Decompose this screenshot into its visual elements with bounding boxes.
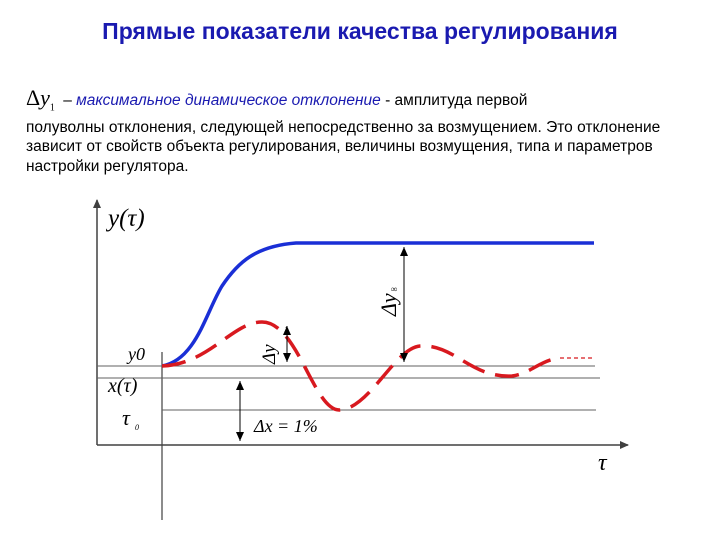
delta-y1-sub: 1 [284,325,288,334]
description-line1: - амплитуда первой [380,92,528,109]
x-axis-label: x(τ) [108,375,138,397]
time-axis-label: τ [598,450,607,476]
tau0-label: τ [122,405,130,430]
tau0-sub: 0 [135,423,139,432]
delta-y1-symbol: $\Delta y_1$ [26,85,55,114]
page-title: Прямые показатели качества регулирования [102,18,618,44]
y0-label: y0 [128,344,145,364]
description-rest: полуволны отклонения, следующей непосредственно за возмущением. Это отклонение зависит от свойств объекта регулирования, величины возмущения, типа и параметров настройки регулятора. [26,118,661,175]
delta-x-label: Δx = 1% [254,416,318,436]
y-axis-label: y(τ) [108,205,145,232]
delta-y1-symbol-base: y [40,85,50,110]
term-max-dynamic-deviation: максимальное динамическое отклонение [76,92,381,109]
delta-y-inf-sub: ∞ [391,284,398,294]
delta-y1-label: Δy [259,344,280,364]
delta-y-inf-label: Δy [376,293,401,316]
delta-y1-symbol-sub: 1 [49,102,55,114]
description-dash: – [63,92,72,109]
